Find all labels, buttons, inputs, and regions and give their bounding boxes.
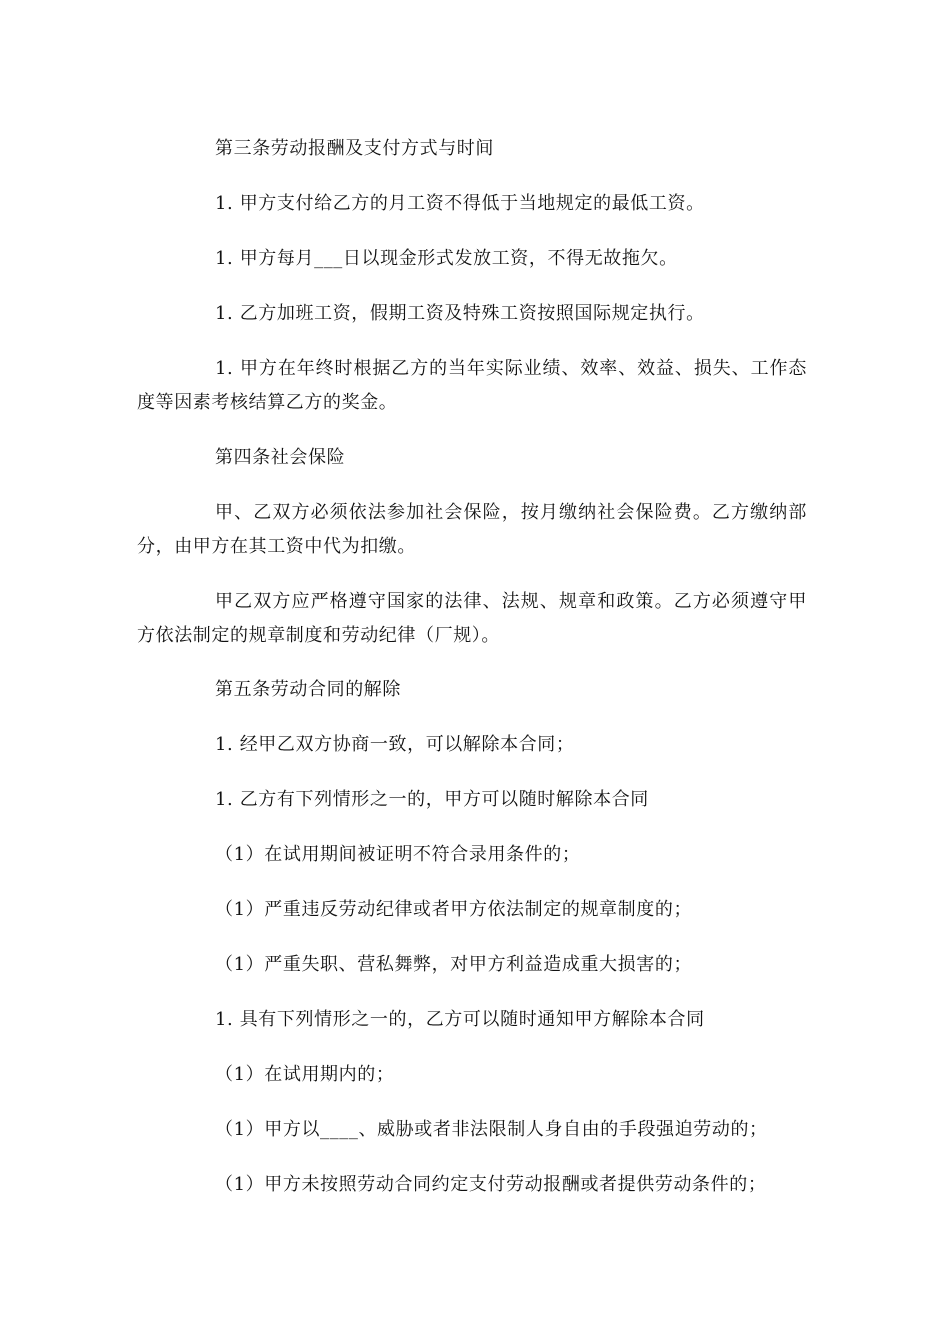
section-heading-article-3: 第三条劳动报酬及支付方式与时间 bbox=[215, 138, 494, 159]
section-heading-article-5: 第五条劳动合同的解除 bbox=[215, 679, 401, 700]
clause-paragraph: 1. 甲方每月___日以现金形式发放工资，不得无故拖欠。 bbox=[215, 248, 678, 269]
sub-clause-item: （1）在试用期间被证明不符合录用条件的； bbox=[215, 844, 581, 865]
section-heading-article-4: 第四条社会保险 bbox=[215, 447, 346, 468]
clause-paragraph: 甲、乙双方必须依法参加社会保险，按月缴纳社会保险费。乙方缴纳部分，由甲方在其工资中代为扣缴。 bbox=[137, 502, 807, 557]
sub-clause-item: （1）甲方未按照劳动合同约定支付劳动报酬或者提供劳动条件的； bbox=[215, 1174, 767, 1195]
clause-paragraph: 1. 甲方在年终时根据乙方的当年实际业绩、效率、效益、损失、工作态度等因素考核结算乙方的奖金。 bbox=[137, 358, 807, 413]
sub-clause-item: （1）在试用期内的； bbox=[215, 1064, 395, 1085]
clause-paragraph: 1. 甲方支付给乙方的月工资不得低于当地规定的最低工资。 bbox=[215, 193, 705, 214]
clause-paragraph: 1. 乙方有下列情形之一的，甲方可以随时解除本合同 bbox=[215, 789, 649, 810]
clause-paragraph: 甲乙双方应严格遵守国家的法律、法规、规章和政策。乙方必须遵守甲方依法制定的规章制度和劳动纪律（厂规）。 bbox=[137, 591, 807, 646]
clause-paragraph: 1. 乙方加班工资，假期工资及特殊工资按照国际规定执行。 bbox=[215, 303, 705, 324]
clause-paragraph: 1. 具有下列情形之一的，乙方可以随时通知甲方解除本合同 bbox=[215, 1009, 705, 1030]
sub-clause-item: （1）严重失职、营私舞弊，对甲方利益造成重大损害的； bbox=[215, 954, 693, 975]
clause-paragraph: 1. 经甲乙双方协商一致，可以解除本合同； bbox=[215, 734, 575, 755]
sub-clause-item: （1）严重违反劳动纪律或者甲方依法制定的规章制度的； bbox=[215, 899, 693, 920]
sub-clause-item: （1）甲方以____、威胁或者非法限制人身自由的手段强迫劳动的； bbox=[215, 1119, 768, 1140]
